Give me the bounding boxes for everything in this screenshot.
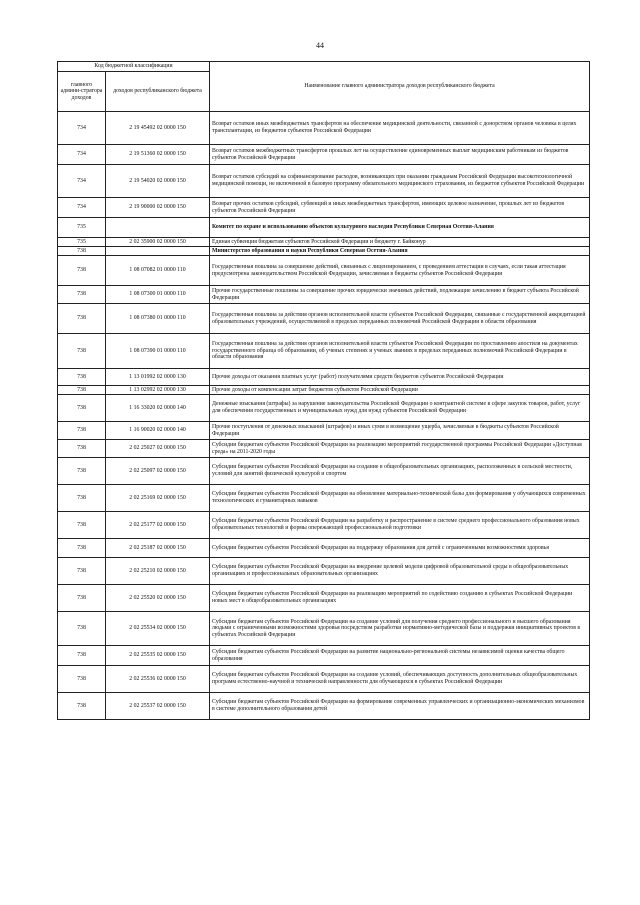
income-name-cell: Субсидии бюджетам субъектов Российской Федерации на разработку и распространение в системе среднего профессионального образования новых образовательных технологий и формы опережающей профессиональной подготовки	[210, 512, 590, 539]
table-row	[58, 334, 590, 369]
income-code-cell: 2 02 35900 02 0000 150	[106, 238, 210, 247]
income-code-cell: 2 02 25169 02 0000 150	[106, 485, 210, 512]
admin-code-cell: 735	[58, 238, 106, 247]
table-row	[58, 539, 590, 558]
income-name-cell: Денежные взыскания (штрафы) за нарушение законодательства Российской Федерации о контрактной системе в сфере закупок товаров, работ, услуг для обеспечения государственных и муниципальных нужд для нужд субъектов Российской Федерации	[210, 395, 590, 422]
admin-code-cell: 735	[58, 218, 106, 238]
table-row	[58, 165, 590, 198]
income-code-cell: 2 02 25097 02 0000 150	[106, 458, 210, 485]
header-admin: главного админи-стратора доходов	[58, 72, 106, 112]
admin-code-cell: 738	[58, 666, 106, 693]
income-name-cell: Субсидии бюджетам субъектов Российской Федерации на создание в общеобразовательных организациях, расположенных в сельской местности, условий для занятий физической культурой и спортом	[210, 458, 590, 485]
income-code-cell: 2 02 25534 02 0000 150	[106, 612, 210, 646]
admin-code-cell: 734	[58, 198, 106, 218]
income-name-cell: Прочие поступления от денежных взысканий (штрафов) и иных сумм в возмещение ущерба, зачисляемые в бюджеты субъектов Российской Федерации	[210, 422, 590, 440]
income-name-cell: Субсидии бюджетам субъектов Российской Федерации на поддержку образования для детей с ограниченными возможностями здоровья	[210, 539, 590, 558]
table-row	[58, 422, 590, 440]
table-row	[58, 395, 590, 422]
income-code-cell: 2 19 90000 02 0000 150	[106, 198, 210, 218]
admin-code-cell: 738	[58, 304, 106, 334]
income-code-cell: 1 13 02992 02 0000 130	[106, 386, 210, 395]
admin-code-cell: 738	[58, 585, 106, 612]
table-row	[58, 247, 590, 256]
table-row	[58, 512, 590, 539]
income-name-cell: Субсидии бюджетам субъектов Российской Федерации на реализацию мероприятий по содействию созданию в субъектах Российской Федерации новых мест в общеобразовательных организациях	[210, 585, 590, 612]
admin-code-cell: 738	[58, 558, 106, 585]
admin-code-cell: 738	[58, 612, 106, 646]
income-name-cell: Субсидии бюджетам субъектов Российской Федерации на реализацию мероприятий государственной программы Российской Федерации «Доступная среда» на 2011-2020 годы	[210, 440, 590, 458]
table-row	[58, 145, 590, 165]
income-code-cell	[106, 218, 210, 238]
income-code-cell: 1 08 07300 01 0000 110	[106, 286, 210, 304]
table-row	[58, 558, 590, 585]
admin-code-cell: 738	[58, 440, 106, 458]
table-row	[58, 485, 590, 512]
income-code-cell: 2 02 25027 02 0000 150	[106, 440, 210, 458]
income-name-cell: Субсидии бюджетам субъектов Российской Федерации на формирование современных управленческих и организационно-экономических механизмов в системе дополнительного образования детей	[210, 693, 590, 720]
admin-code-cell: 738	[58, 539, 106, 558]
income-name-cell: Прочие доходы от компенсации затрат бюджетов субъектов Российской Федерации	[210, 386, 590, 395]
page-number: 44	[316, 41, 324, 50]
admin-code-cell: 738	[58, 256, 106, 286]
admin-code-cell: 738	[58, 286, 106, 304]
income-name-cell: Возврат остатков иных межбюджетных трансфертов на обеспечение медицинской деятельности, связанной с донорством органов человека в целях трансплантации, из бюджетов субъектов Российской Федерации	[210, 112, 590, 145]
income-name-cell: Комитет по охране и использованию объектов культурного наследия Республики Северная Осетия-Алания	[210, 218, 590, 238]
income-name-cell: Субсидии бюджетам субъектов Российской Федерации на обновление материально-технической базы для формирования у обучающихся современных технологических и гуманитарных навыков	[210, 485, 590, 512]
admin-code-cell: 738	[58, 386, 106, 395]
admin-code-cell: 734	[58, 165, 106, 198]
income-code-cell: 2 19 51360 02 0000 150	[106, 145, 210, 165]
income-code-cell: 2 02 25537 02 0000 150	[106, 693, 210, 720]
income-name-cell: Возврат прочих остатков субсидий, субвенций и иных межбюджетных трансфертов, имеющих целевое назначение, прошлых лет из бюджетов субъектов Российской Федерации	[210, 198, 590, 218]
admin-code-cell: 738	[58, 646, 106, 666]
income-name-cell: Государственная пошлина за действия органов исполнительной власти субъектов Российской Федерации по проставлению апостиля на документах государственного образца об образовании, об ученых степенях и ученых званиях в пределах переданных полномочий Российской Федерации в области образования	[210, 334, 590, 369]
income-code-cell: 2 02 25536 02 0000 150	[106, 666, 210, 693]
admin-code-cell: 738	[58, 247, 106, 256]
income-code-cell: 1 08 07390 01 0000 110	[106, 334, 210, 369]
income-name-cell: Возврат остатков субсидий на софинансирование расходов, возникающих при оказании гражданам Российской Федерации высокотехнологичной медицинской помощи, не включенной в базовую программу обязательного медицинского страхования, из бюджетов субъектов Российской Федерации	[210, 165, 590, 198]
admin-code-cell: 738	[58, 693, 106, 720]
header-group: Код бюджетной классификации	[58, 62, 210, 72]
income-name-cell: Единая субвенция бюджетам субъектов Российской Федерации и бюджету г. Байконур	[210, 238, 590, 247]
income-name-cell: Субсидии бюджетам субъектов Российской Федерации на развитие национально-региональной системы независимой оценки качества общего образования	[210, 646, 590, 666]
table-row	[58, 286, 590, 304]
income-name-cell: Прочие доходы от оказания платных услуг (работ) получателями средств бюджетов субъектов Российской Федерации	[210, 369, 590, 386]
table-row	[58, 304, 590, 334]
income-name-cell: Возврат остатков межбюджетных трансфертов прошлых лет на осуществление единовременных выплат медицинским работникам из бюджетов субъектов Российской Федерации	[210, 145, 590, 165]
table-row	[58, 218, 590, 238]
income-code-cell: 1 16 90020 02 0000 140	[106, 422, 210, 440]
income-code-cell: 1 13 01992 02 0000 130	[106, 369, 210, 386]
header-income: доходов республиканского бюджета	[106, 72, 210, 112]
income-code-cell: 1 08 07380 01 0000 110	[106, 304, 210, 334]
income-name-cell: Министерство образования и науки Республики Северная Осетия-Алания	[210, 247, 590, 256]
income-name-cell: Субсидии бюджетам субъектов Российской Федерации на создание условий для получения среднего профессионального и высшего образования людьми с ограниченными возможностями здоровья посредством разработки нормативно-методической базы и поддержки инициативных проектов в субъектах Российской Федерации	[210, 612, 590, 646]
income-name-cell: Государственная пошлина за совершение действий, связанных с лицензированием, с проведением аттестации в случаях, если такая аттестация предусмотрена законодательством Российской Федерации, зачисляемая в бюджеты субъектов Российской Федерации	[210, 256, 590, 286]
admin-code-cell: 734	[58, 145, 106, 165]
budget-classification-table	[57, 61, 590, 720]
admin-code-cell: 738	[58, 485, 106, 512]
table-row	[58, 198, 590, 218]
table-row	[58, 256, 590, 286]
income-name-cell: Прочие государственные пошлины за совершение прочих юридически значимых действий, подлежащие зачислению в бюджет субъекта Российской Федерации	[210, 286, 590, 304]
income-name-cell: Государственная пошлина за действия органов исполнительной власти субъектов Российской Федерации, связанные с государственной аккредитацией образовательных учреждений, осуществляемой в пределах переданных полномочий Российской Федерации в области образования	[210, 304, 590, 334]
table-row	[58, 646, 590, 666]
table-row	[58, 693, 590, 720]
table-row	[58, 369, 590, 386]
header-name: Наименование главного администратора доходов республиканского бюджета	[210, 62, 590, 112]
admin-code-cell: 738	[58, 369, 106, 386]
income-code-cell: 2 02 25210 02 0000 150	[106, 558, 210, 585]
admin-code-cell: 734	[58, 112, 106, 145]
table-row	[58, 440, 590, 458]
admin-code-cell: 738	[58, 512, 106, 539]
table-row	[58, 666, 590, 693]
income-code-cell: 2 02 25520 02 0000 150	[106, 585, 210, 612]
admin-code-cell: 738	[58, 334, 106, 369]
table-row	[58, 112, 590, 145]
table-body	[58, 112, 590, 720]
admin-code-cell: 738	[58, 422, 106, 440]
income-code-cell: 2 19 45492 02 0000 150	[106, 112, 210, 145]
income-name-cell: Субсидии бюджетам субъектов Российской Федерации на внедрение целевой модели цифровой образовательной среды в общеобразовательных организациях и профессиональных образовательных организациях	[210, 558, 590, 585]
income-code-cell: 1 08 07082 01 0000 110	[106, 256, 210, 286]
income-code-cell: 1 16 33020 02 0000 140	[106, 395, 210, 422]
table-row	[58, 612, 590, 646]
income-code-cell: 2 02 25187 02 0000 150	[106, 539, 210, 558]
income-name-cell: Субсидии бюджетам субъектов Российской Федерации на создание условий, обеспечивающих доступность дополнительных общеобразовательных программ естественно-научной и технической направленности для обучающихся в субъектах Российской Федерации	[210, 666, 590, 693]
admin-code-cell: 738	[58, 458, 106, 485]
income-code-cell: 2 02 25177 02 0000 150	[106, 512, 210, 539]
income-code-cell: 2 02 25535 02 0000 150	[106, 646, 210, 666]
income-code-cell	[106, 247, 210, 256]
table-row	[58, 386, 590, 395]
admin-code-cell: 738	[58, 395, 106, 422]
table-row	[58, 458, 590, 485]
table-row	[58, 238, 590, 247]
income-code-cell: 2 19 54020 02 0000 150	[106, 165, 210, 198]
table-row	[58, 585, 590, 612]
